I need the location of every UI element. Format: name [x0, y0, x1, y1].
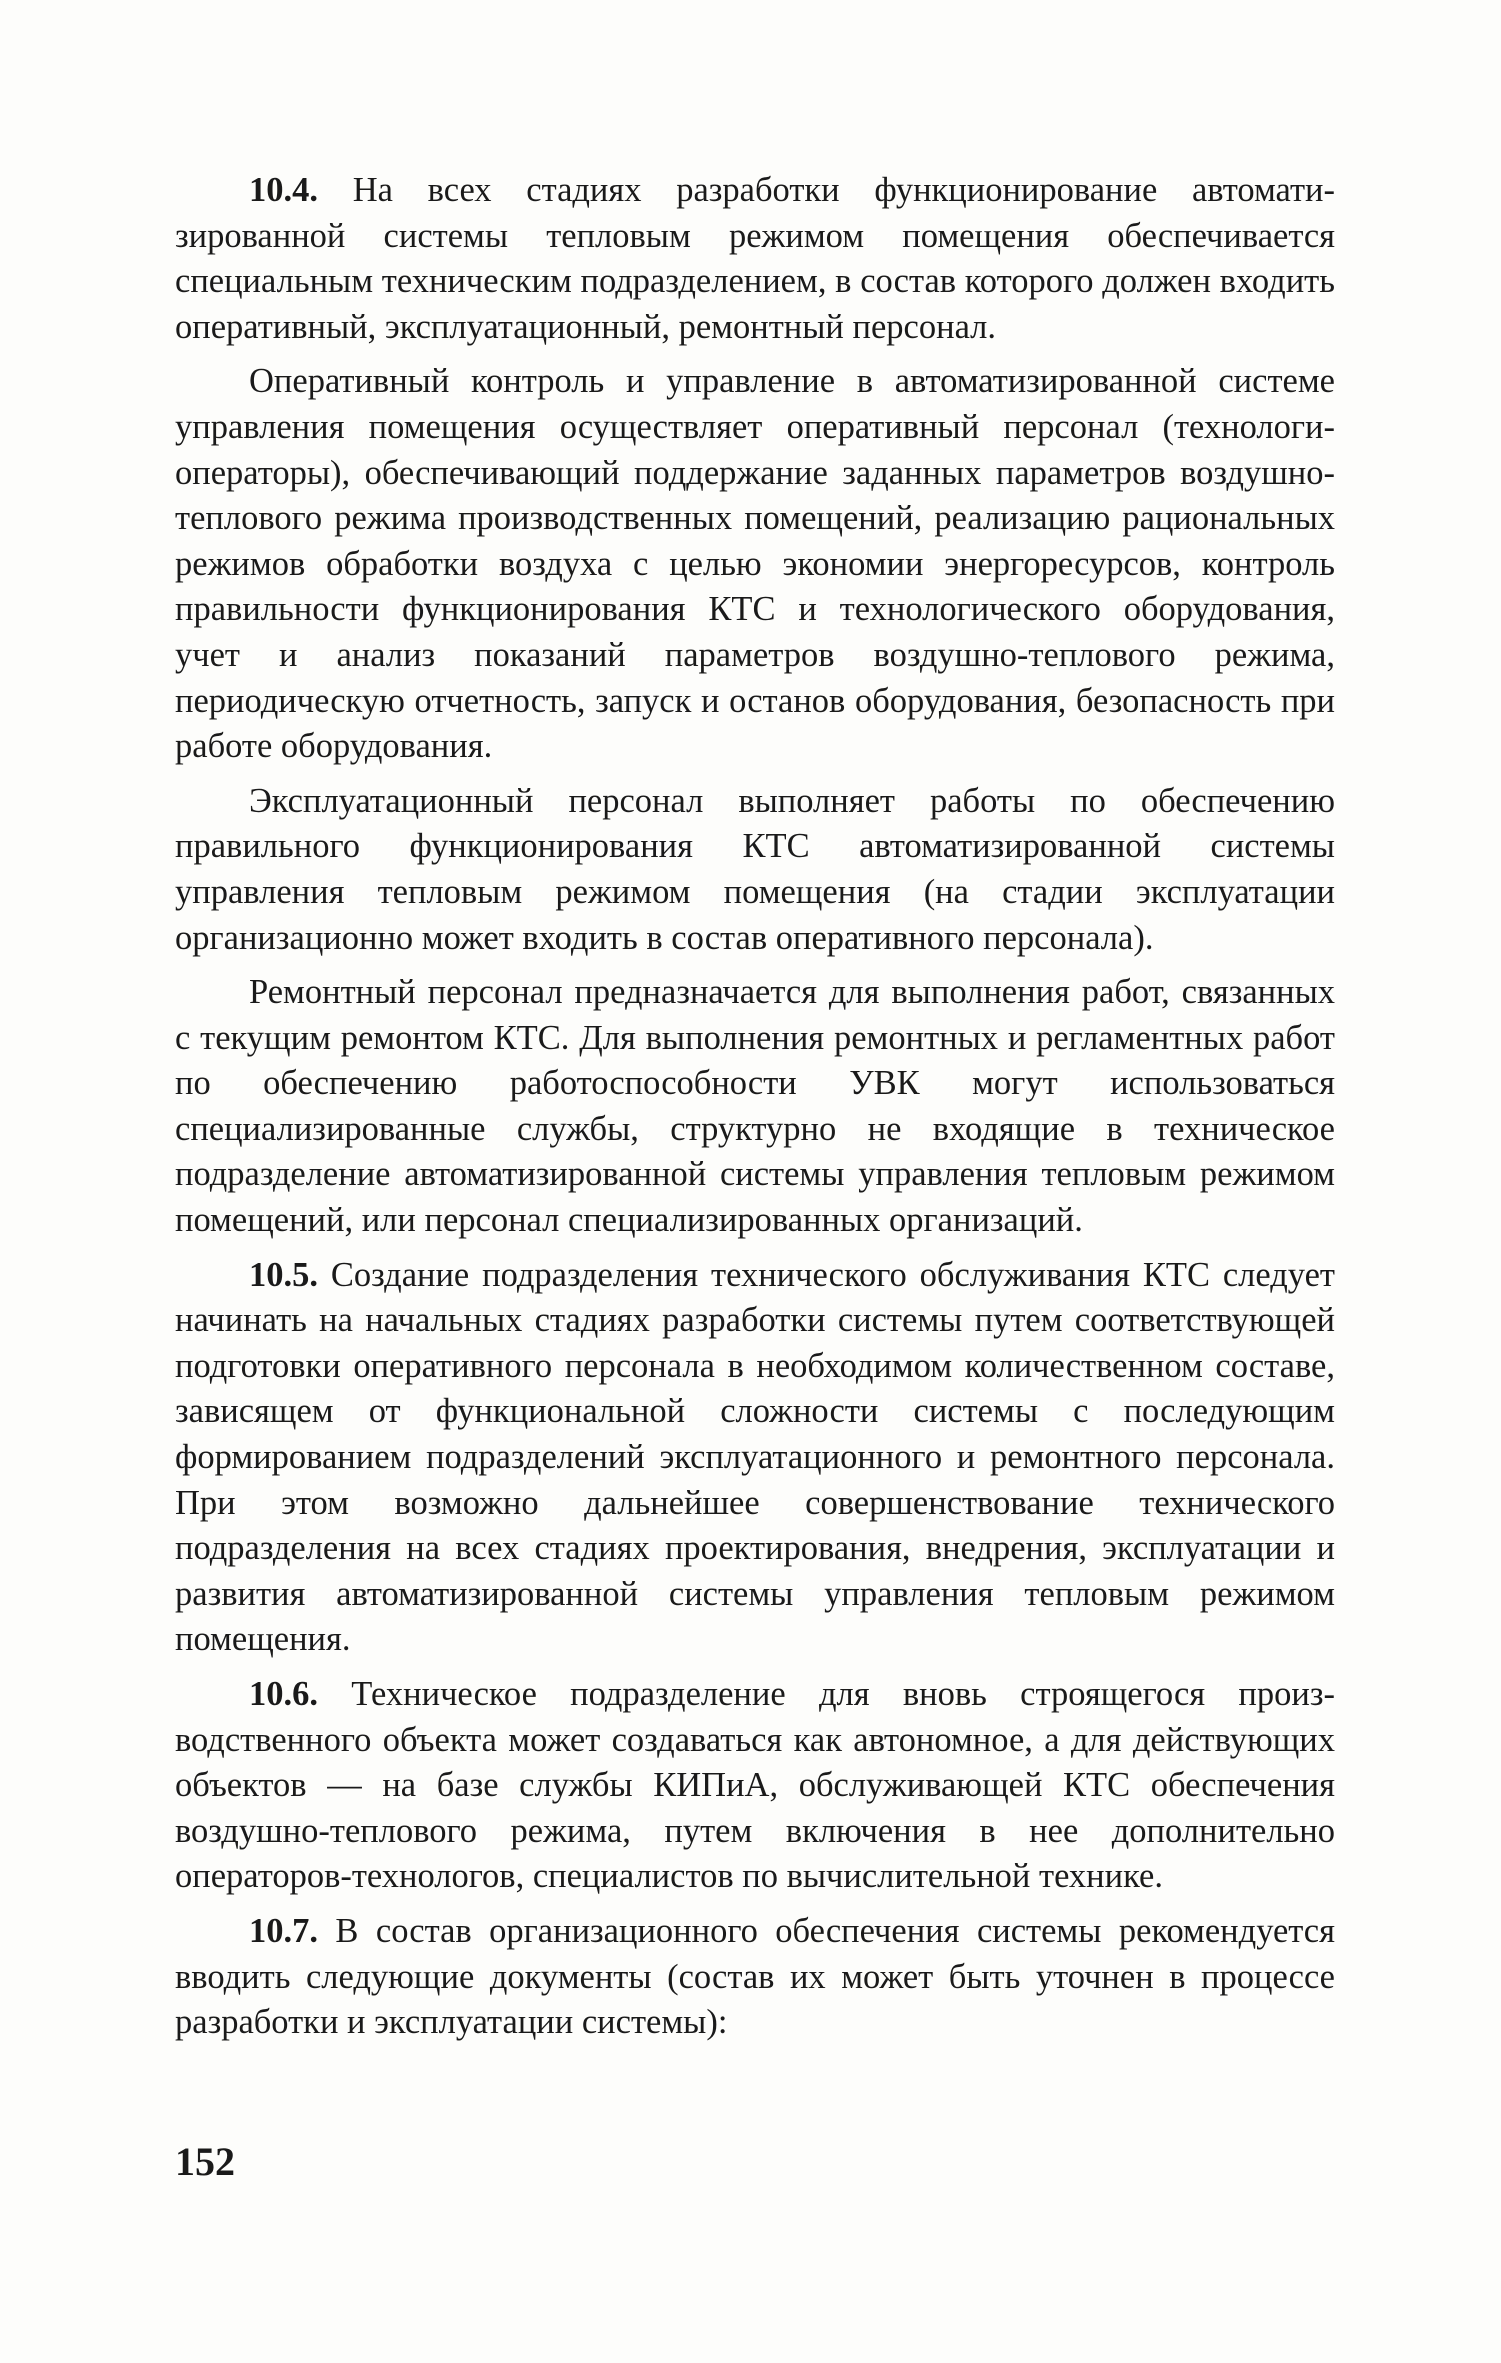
paragraph-text: Создание подразделения технического обслуживания КТС следует начинать на начальных стадиях разработки системы путем соответствующей подготовки оперативного персонала в необходимом количественном составе, зависящем от функциональной сложности системы с последующим формированием подразделений эксплуатационного и ремонтного персонала. При этом возможно дальнейшее совершенствование технического подразделения на всех стадиях проектирования, внедрения, эксплуатации и развития автоматизированной системы управления тепловым режимом помещения.: [175, 1255, 1335, 1659]
paragraph-text: Оперативный контроль и управление в автоматизированной системе управления помещения осуществляет оперативный персонал (технологи-операторы), обеспечивающий поддержание заданных параметров воздушно-теплового режима производственных помещений, реализацию рациональных режимов обработки воздуха с целью экономии энергоресурсов, контроль правильности функционирования КТС и технологического оборудования, учет и анализ показаний параметров воздушно-теплового режима, периодическую отчетность, запуск и останов оборудования, безопасность при работе оборудования.: [175, 362, 1335, 766]
paragraph-text: В состав организационного обеспечения системы рекомендуется вводить следующие документы (состав их может быть уточнен в процессе разработки и эксплуатации системы):: [175, 1911, 1335, 2042]
paragraph-number: 10.7.: [249, 1911, 318, 1950]
paragraph-maintenance-staff: [175, 779, 1335, 961]
paragraph-10-4: [175, 168, 1335, 350]
paragraph-text: На всех стадиях разработки функционирование автоматизированной системы тепловым режимом помещения обеспечивается специальным техническим подразделением, в состав которого должен входить оперативный, эксплуатационный, ремонтный персонал.: [175, 171, 1335, 346]
body-text: [175, 168, 1335, 2055]
paragraph-operative-staff: [175, 359, 1335, 769]
paragraph-number: 10.4.: [249, 171, 318, 209]
paragraph-text: Ремонтный персонал предназначается для выполнения работ, связанных с текущим ремонтом КТС. Для выполнения ремонтных и регламентных работ по обеспечению работоспособности УВК могут использоваться специализированные службы, структурно не входящие в техническое подразделение автоматизированной системы управления тепловым режимом помещений, или персонал специализированных организаций.: [175, 973, 1335, 1240]
paragraph-10-5: [175, 1253, 1335, 1663]
paragraph-number: 10.6.: [249, 1675, 318, 1713]
paragraph-text: Техническое подразделение для вновь строящегося производственного объекта может создаваться как автономное, а для действующих объектов — на базе службы КИПиА, обслуживающей КТС обеспечения воздушно-теплового режима, путем включения в нее дополнительно операторов-технологов, специалистов по вычислительной технике.: [175, 1675, 1335, 1896]
paragraph-repair-staff: [175, 970, 1335, 1244]
paragraph-number: 10.5.: [249, 1255, 318, 1294]
paragraph-10-6: [175, 1672, 1335, 1900]
paragraph-text: Эксплуатационный персонал выполняет работы по обеспечению правильного функционирования КТС автоматизированной системы управления тепловым режимом помещения (на стадии эксплуатации организационно может входить в состав оперативного персонала).: [175, 781, 1335, 957]
page-number: 152: [175, 2139, 235, 2184]
paragraph-10-7: [175, 1909, 1335, 2046]
